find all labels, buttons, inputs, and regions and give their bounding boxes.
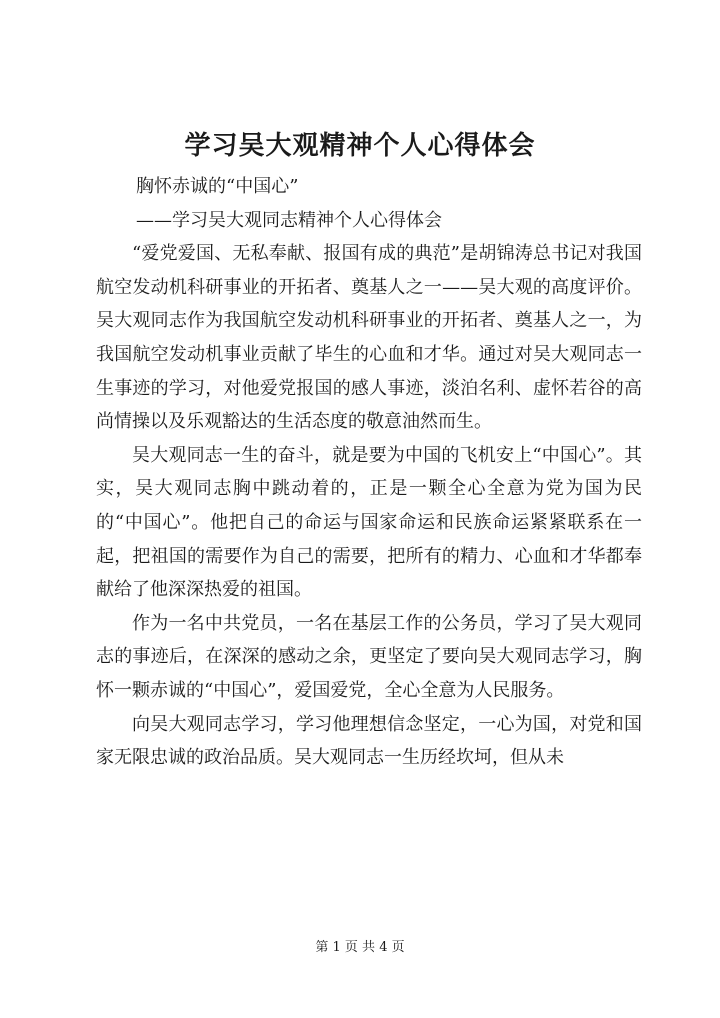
page-footer: 第 1 页 共 4 页 bbox=[315, 940, 405, 955]
document-body bbox=[96, 170, 642, 775]
paragraph: 作为一名中共党员，一名在基层工作的公务员，学习了吴大观同志的事迹后，在深深的感动之余，更坚定了要向吴大观同志学习，胸怀一颗赤诚的“中国心”，爱国爱党，全心全意为人民服务。 bbox=[96, 612, 642, 701]
paragraph: 向吴大观同志学习，学习他理想信念坚定，一心为国，对党和国家无限忠诚的政治品质。吴大观同志一生历经坎坷，但从未 bbox=[96, 713, 642, 769]
document-subtitle: 胸怀赤诚的“中国心” bbox=[136, 176, 299, 197]
document-subheading: ——学习吴大观同志精神个人心得体会 bbox=[136, 209, 442, 231]
document-title: 学习吴大观精神个人心得体会 bbox=[184, 131, 536, 161]
paragraph: 吴大观同志一生的奋斗，就是要为中国的飞机安上“中国心”。其实，吴大观同志胸中跳动着的，正是一颗全心全意为党为国为民的“中国心”。他把自己的命运与国家命运和民族命运紧紧联系在一起，把祖国的需要作为自己的需要，把所有的精力、心血和才华都奉献给了他深深热爱的祖国。 bbox=[96, 444, 642, 601]
paragraph: “爱党爱国、无私奉献、报国有成的典范”是胡锦涛总书记对我国航空发动机科研事业的开拓者、奠基人之一——吴大观的高度评价。吴大观同志作为我国航空发动机科研事业的开拓者、奠基人之一，为我国航空发动机事业贡献了毕生的心血和才华。通过对吴大观同志一生事迹的学习，对他爱党报国的感人事迹，淡泊名利、虚怀若谷的高尚情操以及乐观豁达的生活态度的敬意油然而生。 bbox=[96, 243, 642, 433]
